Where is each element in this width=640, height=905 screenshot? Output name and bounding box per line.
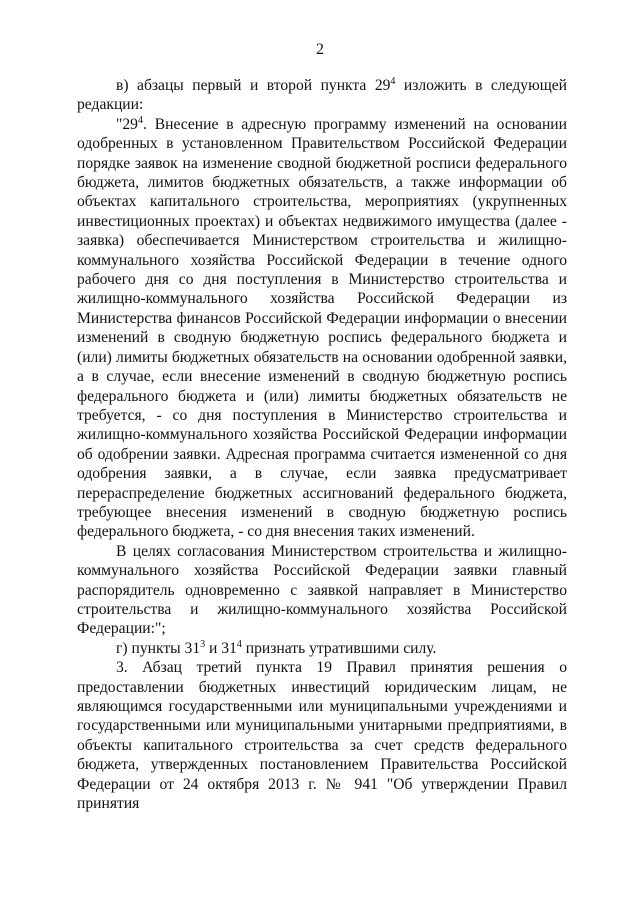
superscript-index: 4 xyxy=(390,76,396,87)
paragraph-text: 3. Абзац третий пункта 19 Правил принятия решения о предоставлении бюджетных инвестиций юридическим лицам, не являющимся государственными или муниципальными учреждениями и государственными или муниципальными унитарными предприятиями, в объекты капитального строительства за счет средств федерального бюджета, утвержденных постановлением Правительства Российской Федерации от 24 октября 2013 г. № 941 "Об утверждении Правил принятия xyxy=(77,659,567,813)
paragraph-clause-29-4 xyxy=(77,115,567,542)
paragraph-text: г) пункты 31 xyxy=(116,639,201,657)
paragraph-text: и 31 xyxy=(205,639,237,657)
paragraph-text: . Внесение в адресную программу изменений на основании одобренных в установленном Правительством Российской Федерации порядке заявок на изменение сводной бюджетной росписи федерального бюджета, лимитов бюджетных обязательств, а также информации об объектах капитального строительства, мероприятиях (укрупненных инвестиционных проектах) и объектах недвижимого имущества (далее - заявка) обеспечивается Министерством строительства и жилищно-коммунального хозяйства Российской Федерации в течение одного рабочего дня со дня поступления в Министерство строительства и жилищно-коммунального хозяйства Российской Федерации из Министерства финансов Российской Федерации информации о внесении изменений в сводную бюджетную роспись федерального бюджета и (или) лимиты бюджетных обязательств на основании одобренной заявки, а в случае, если внесение изменений в сводную бюджетную роспись федерального бюджета и (или) лимиты бюджетных обязательств не требуется, - со дня поступления в Министерство строительства и жилищно-коммунального хозяйства Российской Федерации информации об одобрении заявки. Адресная программа считается измененной со дня одобрения заявки, а в случае, если заявка предусматривает перераспределение бюджетных ассигнований федерального бюджета, требующее внесения изменений в сводную бюджетную роспись федерального бюджета, - со дня внесения таких изменений. xyxy=(77,115,567,541)
superscript-index: 4 xyxy=(236,638,242,650)
superscript-index: 3 xyxy=(200,638,206,650)
paragraph-text: в) абзацы первый и второй пункта 29 xyxy=(116,77,391,94)
superscript-index: 4 xyxy=(137,114,143,126)
paragraph-item-3 xyxy=(77,658,567,813)
paragraph-text: признать утратившими силу. xyxy=(241,639,437,657)
paragraph-text: изложить в следующей редакции: xyxy=(77,77,568,114)
paragraph-amendment-g xyxy=(77,639,567,658)
paragraph-text: "29 xyxy=(116,115,138,133)
page-number: 2 xyxy=(316,41,324,58)
paragraph-approval-purpose xyxy=(77,542,567,639)
paragraph-text: В целях согласования Министерством строительства и жилищно-коммунального хозяйства Российской Федерации заявки главный распорядитель одновременно с заявкой направляет в Министерство строительства и жилищно-коммунального хозяйства Российской Федерации:"; xyxy=(77,542,567,638)
document-body xyxy=(77,76,567,813)
paragraph-amendment-v xyxy=(77,76,567,115)
